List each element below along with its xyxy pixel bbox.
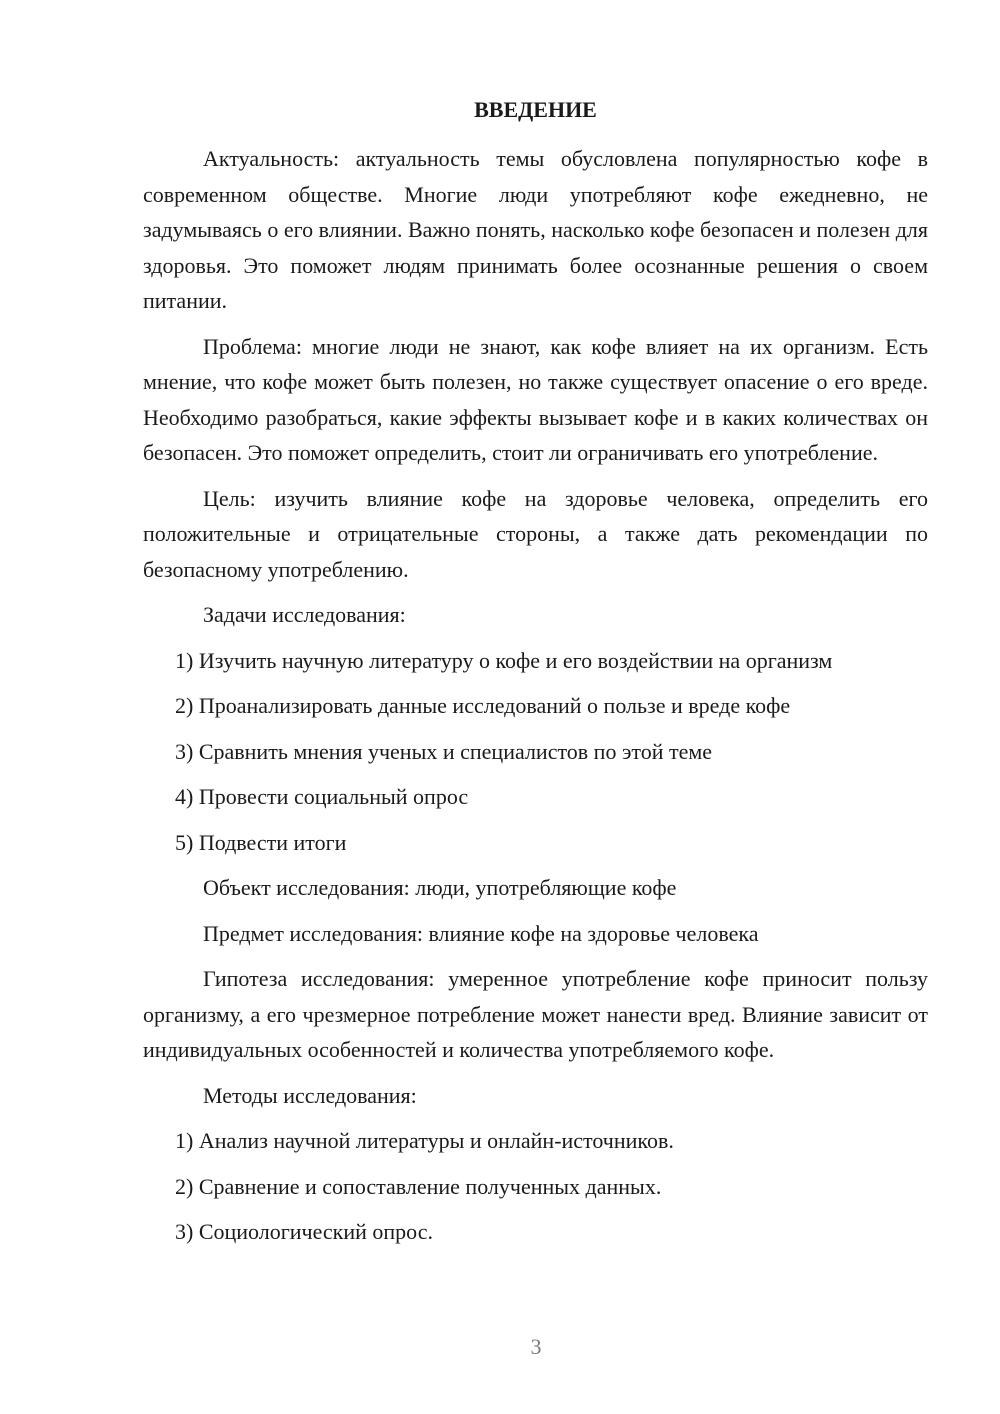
method-item-2: 2) Сравнение и сопоставление полученных данных. bbox=[175, 1173, 662, 1199]
goal-paragraph: Цель: изучить влияние кофе на здоровье человека, определить его положительные и отрицательные стороны, а также дать рекомендации по безопасному употреблению. bbox=[143, 485, 928, 582]
tasks-heading: Задачи исследования: bbox=[203, 602, 406, 627]
hypothesis-paragraph: Гипотеза исследования: умеренное употребление кофе приносит пользу организму, а его чрезмерное потребление может нанести вред. Влияние зависит от индивидуальных особенностей и количества употребляемого кофе. bbox=[143, 966, 928, 1062]
research-object: Объект исследования: люди, употребляющие кофе bbox=[203, 875, 677, 900]
method-item-1: 1) Анализ научной литературы и онлайн-источников. bbox=[175, 1128, 674, 1153]
page-number: 3 bbox=[530, 1334, 542, 1359]
method-item-3: 3) Социологический опрос. bbox=[175, 1219, 433, 1244]
task-item-3: 3) Сравнить мнения ученых и специалистов по этой теме bbox=[175, 738, 713, 764]
research-subject: Предмет исследования: влияние кофе на здоровье человека bbox=[203, 920, 759, 946]
actuality-paragraph: Актуальность: актуальность темы обусловлена популярностью кофе в современном обществе. Многие люди употребляют кофе ежедневно, не задумываясь о его влиянии. Важно понять, насколько кофе безопасен и полезен для здоровья. Это поможет людям принимать более осознанные решения о своем питании. bbox=[143, 146, 928, 313]
page-content bbox=[143, 92, 928, 1260]
section-title: ВВЕДЕНИЕ bbox=[474, 97, 597, 122]
methods-heading: Методы исследования: bbox=[203, 1082, 417, 1108]
task-item-4: 4) Провести социальный опрос bbox=[175, 784, 469, 809]
task-item-2: 2) Проанализировать данные исследований о пользе и вреде кофе bbox=[175, 693, 791, 718]
problem-paragraph: Проблема: многие люди не знают, как кофе влияет на их организм. Есть мнение, что кофе может быть полезен, но также существует опасение о его вреде. Необходимо разобраться, какие эффекты вызывает кофе и в каких количествах он безопасен. Это поможет определить, стоит ли ограничивать его употребление. bbox=[143, 333, 928, 465]
task-item-5: 5) Подвести итоги bbox=[175, 829, 347, 855]
task-item-1: 1) Изучить научную литературу о кофе и его воздействии на организм bbox=[175, 647, 833, 673]
